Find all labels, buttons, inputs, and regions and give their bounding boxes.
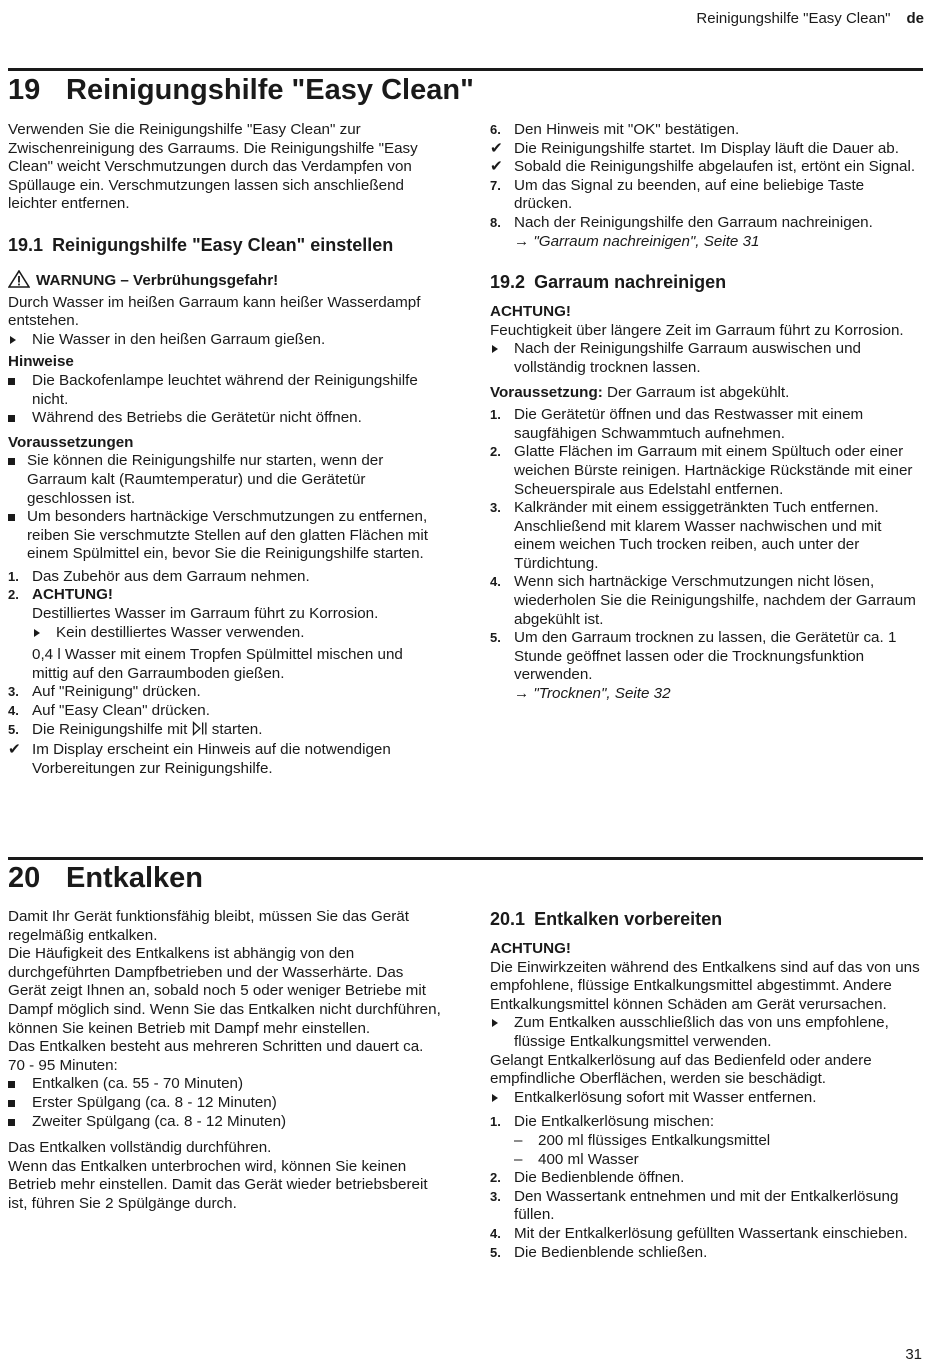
caution-label: ACHTUNG!	[490, 940, 571, 957]
step-item: 2. ACHTUNG!	[8, 586, 113, 604]
paragraph: Die Häufigkeit des Entkalkens ist abhängig von den durchgeführten Dampfbetrieben und der Wasserhärte. Das Gerät zeigt Ihnen an, sobald noch 5 oder weniger Betriebe mit Dampf möglich sind. Wenn Sie das Entkalken nicht durchführen, können Sie keinen Betrieb mit Dampf mehr einstellen.	[8, 945, 441, 1037]
caution-action: Nach der Reinigungshilfe Garraum auswischen und vollständig trocknen lassen.	[490, 340, 924, 377]
result-item: ✔ Die Reinigungshilfe startet. Im Display läuft die Dauer ab.	[490, 139, 899, 157]
caution-text: Feuchtigkeit über längere Zeit im Garraum führt zu Korrosion.	[490, 321, 904, 339]
result-item: ✔ Im Display erscheint ein Hinweis auf die notwendigen Vorbereitungen zur Reinigungshilfe.	[8, 741, 391, 777]
caution-action: Entkalkerlösung sofort mit Wasser entfernen.	[490, 1089, 924, 1108]
ch20-left-column	[8, 908, 442, 1214]
step-item: 1. Das Zubehör aus dem Garraum nehmen.	[8, 567, 310, 585]
step-item: 4. Mit der Entkalkerlösung gefüllten Wassertank einschieben.	[490, 1224, 908, 1242]
caution-action: Kein destilliertes Wasser verwenden.	[8, 624, 442, 643]
chapter-number: 19	[8, 74, 41, 106]
step-item: 8. Nach der Reinigungshilfe den Garraum nachreinigen.	[490, 213, 873, 231]
step-item: 3. Auf "Reinigung" drücken.	[8, 683, 201, 701]
paragraph: Damit Ihr Gerät funktionsfähig bleibt, müssen Sie das Gerät regelmäßig entkalken.	[8, 908, 409, 944]
section-title: Entkalken vorbereiten	[534, 909, 723, 929]
step-item: 5. Um den Garraum trocknen zu lassen, die Gerätetür ca. 1 Stunde geöffnet lassen oder die Trocknungsfunktion verwenden.	[490, 629, 897, 684]
chapter-title: Reinigungshilfe "Easy Clean"	[66, 74, 474, 106]
step-item: 1. Die Gerätetür öffnen und das Restwasser mit einem saugfähigen Schwammtuch aufnehmen.	[490, 406, 864, 442]
step-detail: 0,4 l Wasser mit einem Tropfen Spülmittel mischen und mittig auf den Garraumboden gießen.	[32, 646, 403, 682]
bullet-square-icon	[8, 1119, 15, 1126]
step-item: 3. Den Wassertank entnehmen und mit der Entkalkerlösung füllen.	[490, 1187, 899, 1224]
bullet-square-icon	[8, 514, 15, 521]
notes-heading: Hinweise	[8, 353, 74, 371]
chapter-19-heading	[8, 74, 474, 107]
paragraph: Das Entkalken vollständig durchführen.	[8, 1139, 272, 1157]
cross-reference-link[interactable]: → "Garraum nachreinigen", Seite 31	[514, 232, 760, 250]
chapter-rule	[8, 68, 923, 71]
step-item: 6. Den Hinweis mit "OK" bestätigen.	[490, 121, 740, 138]
caution-action: Zum Entkalken ausschließlich das von uns empfohlene, flüssige Entkalkungsmittel verwenden.	[490, 1014, 924, 1051]
note-item: Die Backofenlampe leuchtet während der Reinigungshilfe nicht.	[8, 372, 442, 409]
step-item: 1. Die Entkalkerlösung mischen:	[490, 1113, 715, 1131]
action-arrow-icon	[492, 345, 498, 353]
step-item: 5. Die Reinigungshilfe mit starten.	[8, 721, 442, 742]
bullet-square-icon	[8, 1081, 15, 1088]
warning-text: Durch Wasser im heißen Garraum kann heißer Wasserdampf entstehen.	[8, 293, 421, 330]
ch19-right-column	[490, 121, 924, 704]
step-item: 4. Auf "Easy Clean" drücken.	[8, 702, 210, 720]
start-pause-icon	[192, 721, 208, 742]
checkmark-icon: ✔	[8, 741, 21, 759]
step-item: 5. Die Bedienblende schließen.	[490, 1243, 708, 1261]
warning-title: WARNUNG – Verbrühungsgefahr!	[36, 271, 279, 289]
action-arrow-icon	[492, 1019, 498, 1027]
caution-label: ACHTUNG!	[490, 303, 571, 321]
language-code: de	[906, 10, 924, 27]
step-item: 4. Wenn sich hartnäckige Verschmutzungen nicht lösen, wiederholen Sie die Reinigungshilfe, nachdem der Garraum abgekühlt ist.	[490, 573, 916, 628]
caution-text: Destilliertes Wasser im Garraum führt zu Korrosion.	[32, 605, 379, 623]
caution-text: Die Einwirkzeiten während des Entkalkens sind auf das von uns empfohlene, flüssige Entkalkungsmittel abgestimmt. Andere Entkalkungsmittel können Schäden am Gerät verursachen.	[490, 958, 920, 1013]
action-arrow-icon	[492, 1094, 498, 1102]
section-number: 19.1	[8, 234, 44, 255]
ch20-right-column	[490, 908, 924, 1262]
step-item: 3. Kalkränder mit einem essiggetränkten Tuch entfernen. Anschließend mit klarem Wasser nachwischen und mit einem weichen Tuch trocken reiben, auch unter der Türdichtung.	[490, 499, 882, 572]
chapter-number: 20	[8, 862, 41, 894]
phase-item: Entkalken (ca. 55 - 70 Minuten)	[8, 1075, 442, 1094]
requirements-heading: Voraussetzungen	[8, 433, 134, 451]
warning-heading	[8, 270, 442, 294]
chapter-rule	[8, 857, 923, 860]
section-title: Garraum nachreinigen	[534, 272, 727, 293]
phase-item: Erster Spülgang (ca. 8 - 12 Minuten)	[8, 1094, 442, 1113]
requirement-item: Um besonders hartnäckige Verschmutzungen zu entfernen, reiben Sie verschmutzte Stellen auf den glatten Flächen mit einem Spülmittel ein, bevor Sie die Reinigungshilfe starten.	[8, 508, 442, 564]
section-number: 20.1	[490, 909, 526, 929]
warning-action: Nie Wasser in den heißen Garraum gießen.	[8, 331, 442, 350]
action-arrow-icon	[34, 629, 40, 637]
paragraph: Das Entkalken besteht aus mehreren Schritten und dauert ca. 70 - 95 Minuten:	[8, 1038, 424, 1074]
mix-item: – 400 ml Wasser	[514, 1150, 639, 1168]
cross-reference-link[interactable]: → "Trocknen", Seite 32	[514, 685, 671, 703]
bullet-square-icon	[8, 378, 15, 385]
caution-text: Gelangt Entkalkerlösung auf das Bedienfeld oder andere empfindliche Oberflächen, werden sie beschädigt.	[490, 1051, 872, 1088]
bullet-square-icon	[8, 458, 15, 465]
section-number: 19.2	[490, 272, 526, 293]
section-title: Reinigungshilfe "Easy Clean" einstellen	[52, 234, 394, 255]
chapter-20-heading	[8, 862, 203, 895]
step-item: 2. Glatte Flächen im Garraum mit einem Spültuch oder einer weichen Bürste reinigen. Hartnäckige Rückstände mit einer Scheuerspirale aus Edelstahl entfernen.	[490, 443, 913, 498]
mix-item: – 200 ml flüssiges Entkalkungsmittel	[514, 1131, 771, 1149]
bullet-square-icon	[8, 1100, 15, 1107]
ch19-left-column	[8, 121, 442, 778]
requirement-item: Sie können die Reinigungshilfe nur starten, wenn der Garraum kalt (Raumtemperatur) und die Gerätetür geschlossen ist.	[8, 452, 442, 508]
result-item: ✔ Sobald die Reinigungshilfe abgelaufen ist, ertönt ein Signal.	[490, 158, 916, 176]
caution-label: ACHTUNG!	[32, 586, 113, 604]
bullet-square-icon	[8, 415, 15, 422]
action-arrow-icon	[10, 336, 16, 344]
section-19-1-heading	[8, 234, 442, 256]
warning-triangle-icon	[8, 270, 30, 294]
running-header	[696, 10, 924, 27]
requirement-line: Voraussetzung: Der Garraum ist abgekühlt.	[490, 383, 790, 401]
phase-item: Zweiter Spülgang (ca. 8 - 12 Minuten)	[8, 1113, 442, 1132]
step-item: 7. Um das Signal zu beenden, auf eine beliebige Taste drücken.	[490, 176, 865, 213]
section-20-1-heading	[490, 908, 924, 930]
step-item: 2. Die Bedienblende öffnen.	[490, 1169, 685, 1187]
chapter-title: Entkalken	[66, 862, 203, 894]
note-item: Während des Betriebs die Gerätetür nicht öffnen.	[8, 409, 442, 428]
checkmark-icon: ✔	[490, 158, 503, 176]
paragraph: Wenn das Entkalken unterbrochen wird, können Sie keinen Betrieb mehr einstellen. Damit das Gerät wieder betriebsbereit ist, führen Sie 2 Spülgänge durch.	[8, 1157, 428, 1212]
intro-paragraph: Verwenden Sie die Reinigungshilfe "Easy Clean" zur Zwischenreinigung des Garraums. Die Reinigungshilfe "Easy Clean" weicht Verschmutzungen durch das Verdampfen von Spüllauge ein. Verschmutzungen lassen sich anschließend leichter entfernen.	[8, 121, 418, 213]
section-19-2-heading	[490, 271, 924, 293]
checkmark-icon: ✔	[490, 139, 503, 157]
header-title: Reinigungshilfe "Easy Clean"	[696, 10, 891, 27]
page-number: 31	[905, 1346, 922, 1363]
